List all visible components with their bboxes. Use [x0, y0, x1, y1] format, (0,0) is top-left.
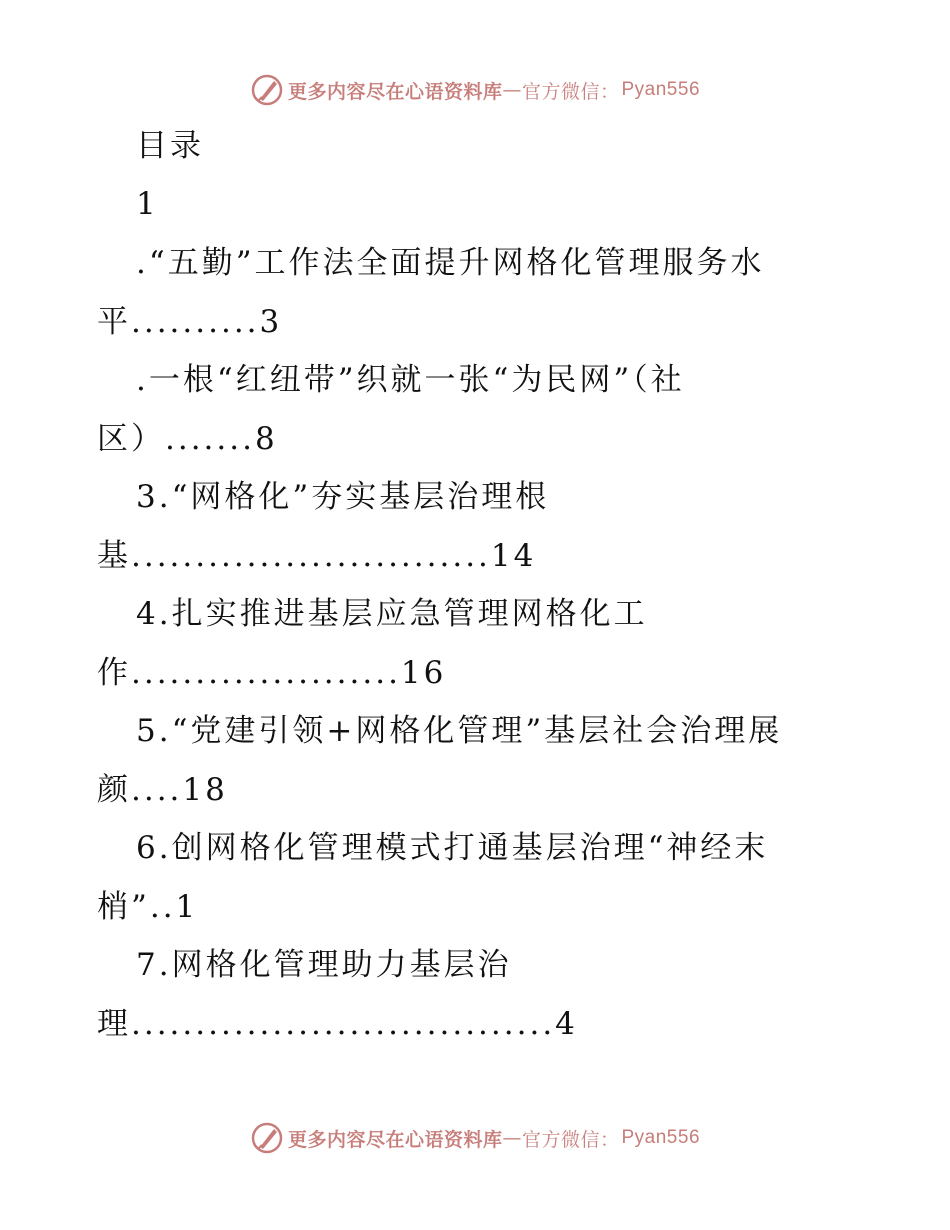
toc-line: 5.“党建引领+网格化管理”基层社会治理展: [136, 713, 783, 749]
watermark-wechat-id: Pyan556: [621, 1127, 701, 1148]
watermark-text: 更多内容尽在心语资料库: [287, 80, 503, 103]
watermark-header: [0, 70, 950, 110]
watermark-footer: [0, 1118, 950, 1158]
toc-line: 作.....................16: [97, 655, 447, 691]
toc-line: .一根“红纽带”织就一张“为民网”（社: [136, 362, 685, 398]
toc-line: 1: [136, 186, 159, 222]
watermark-wechat-id: Pyan556: [621, 79, 701, 100]
toc-line: 基............................14: [97, 538, 537, 574]
toc-line: 平..........3: [97, 304, 283, 340]
toc-line: 6.创网格化管理模式打通基层治理“神经末: [136, 830, 769, 866]
toc-line: 7.网格化管理助力基层治: [136, 947, 512, 983]
watermark-dash: —: [502, 1127, 522, 1149]
toc-line: 4.扎实推进基层应急管理网格化工: [136, 596, 648, 632]
toc-line: 颜....18: [97, 772, 228, 808]
toc-line: .“五勤”工作法全面提升网格化管理服务水: [136, 245, 765, 281]
toc-line: 理.................................4: [97, 1006, 578, 1042]
toc-line: 3.“网格化”夯实基层治理根: [136, 479, 550, 515]
quill-pen-logo-icon: [250, 1121, 284, 1155]
toc-line: 区）.......8: [97, 421, 278, 457]
watermark-official-label: 官方微信：: [521, 1128, 620, 1151]
quill-pen-logo-icon: [250, 73, 284, 107]
watermark-dash: —: [502, 79, 522, 101]
toc-title: 目录: [136, 128, 204, 164]
toc-line: 梢”..1: [97, 889, 199, 925]
watermark-official-label: 官方微信：: [521, 80, 620, 103]
watermark-text: 更多内容尽在心语资料库: [287, 1128, 503, 1151]
